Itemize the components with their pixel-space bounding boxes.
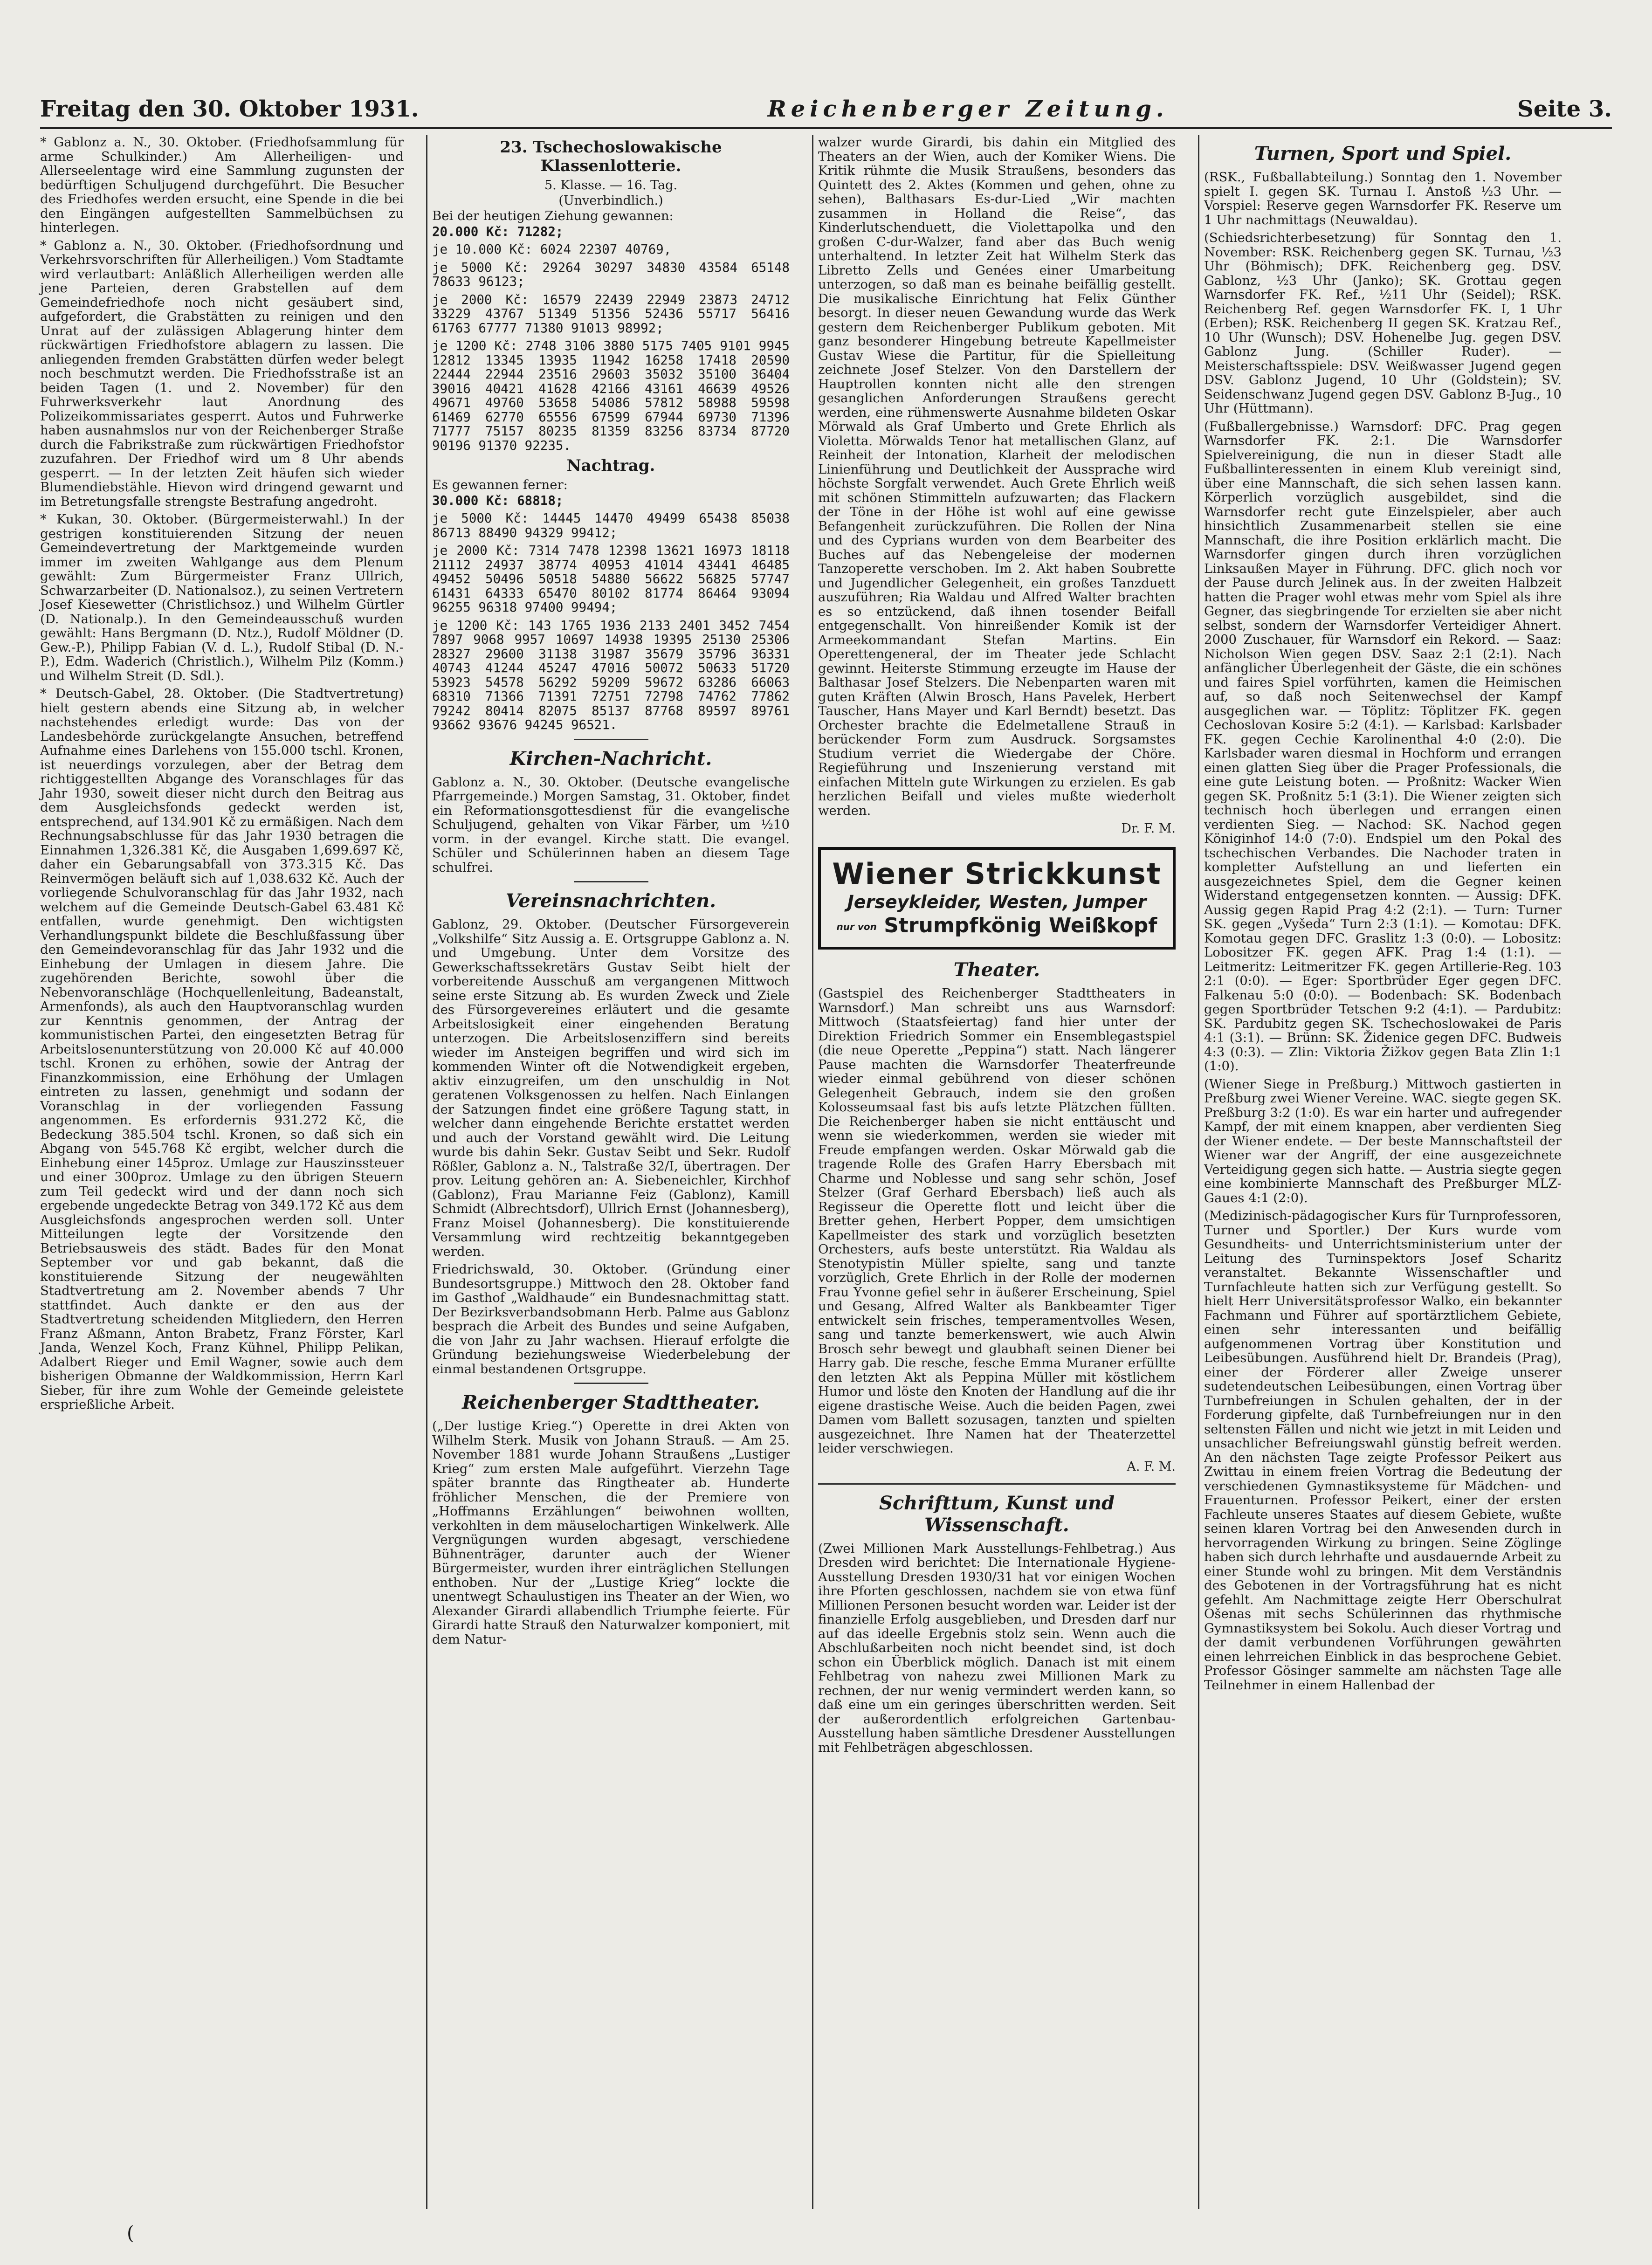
lottery-line: je 5000 Kč: 14445 14470 49499 65438 85038 86713 88490 94329 99412; bbox=[432, 511, 798, 540]
lottery-line: je 5000 Kč: 29264 30297 34830 43584 65148 78633 96123; bbox=[432, 260, 798, 289]
column-2 bbox=[426, 135, 798, 2209]
article-paragraph: * Gablonz a. N., 30. Oktober. (Friedhofsammlung für arme Schulkinder.) Am Allerheiligen- und Allerseelentage wird eine Sammlung zugunsten der bedürftigen Schuljugend durchgeführt. Die Besucher des Friedhofes werden ersucht, eine Spende in die bei den Eingängen aufgestellten Sammelbüchsen zu hinterlegen. bbox=[40, 135, 404, 235]
ad-store bbox=[825, 913, 1169, 939]
lottery-line: je 2000 Kč: 7314 7478 12398 13621 16973 18118 21112 24937 38774 40953 41014 43441 46485 49452 50496 50518 54880 56622 56825 57747 61431 64333 65470 80102 81774 86464 93094 96255 96318 97400 99494; bbox=[432, 543, 798, 615]
lottery-line: je 1200 Kč: 2748 3106 3880 5175 7405 9101 9945 12812 13345 13935 11942 16258 17418 20590 22444 22944 23516 29603 35032 35100 36404 39016 40421 41628 42166 43161 46639 49526 49671 49760 53658 54086 57812 58988 59598 61469 62770 65556 67599 67944 69730 71396 71777 75157 80235 81359 83256 83734 87720 90196 91370 92235. bbox=[432, 338, 798, 453]
article-paragraph: („Der lustige Krieg.“) Operette in drei Akten von Wilhelm Sterk. Musik von Johann Strauß. — Am 25. November 1881 wurde Johann Straußens „Lustiger Krieg“ zum ersten Male aufgeführt. Vierzehn Tage später brannte das Ringtheater ab. Hunderte fröhlicher Menschen, die der Premiere von „Hoffmanns Erzählungen“ beiwohnen wollten, verkohlten in dem mäuselochartigen Winkelwerk. Alle Vergnügungen wurden abgesagt, verschiedene Bühnenträger, darunter auch der Wiener Bürgermeister, wurden ihrer einträglichen Stellungen enthoben. Nur der „Lustige Krieg“ lockte die unentwegt Schaulustigen ins Theater an der Wien, wo Alexander Girardi allabendlich Triumphe feierte. Für Girardi hatte Strauß den Naturwalzer komponiert, mit dem Natur- bbox=[432, 1418, 790, 1647]
lottery-line: 20.000 Kč: 71282; bbox=[432, 224, 564, 239]
article-paragraph: (Fußballergebnisse.) Warnsdorf: DFC. Prag gegen Warnsdorfer FK. 2:1. Die Warnsdorfer Spielvereinigung, die nun in dieser Stadt alle Fußballinteressenten in einem Klub vereinigt sind, über eine Mannschaft, die sich sehen lassen kann. Körperlich vorzüglich ausgebildet, sind die Warnsdorfer recht gute Einzelspieler, aber auch hinsichtlich Zusammenarbeit stellen sie eine Mannschaft, die ihre Position erklärlich macht. Die Warnsdorfer gingen durch ihren vorzüglichen Linksaußen Mayer in Führung. DFC. glich noch vor der Pause durch Jelinek aus. In der zweiten Halbzeit hatten die Prager wohl etwas mehr vom Spiel als ihre Gegner, das siegbringende Tor erzielten sie aber nicht selbst, sondern der Warnsdorfer Verteidiger Ahnert. 2000 Zuschauer, für Warnsdorf ein Rekord. — Saaz: Nicholson Wien gegen DSV. Saaz 2:1 (2:1). Nach anfänglicher Überlegenheit der Gäste, die ein schönes und faires Spiel vorführten, kamen die Heimischen auf, so daß noch Seitenwechsel der Kampf ausgeglichen war. — Töplitz: Töplitzer FK. gegen Cechoslovan Kosire 5:2 (4:1). — Karlsbad: Karlsbader FK. gegen Cechie Karolinenthal 4:0 (2:0). Die Karlsbader waren diesmal in Hochform und errangen einen glatten Sieg über die Prager Professionals, die eine gute Leistung boten. — Proßnitz: Wacker Wien gegen SK. Proßnitz 5:1 (3:1). Die Wiener zeigten sich technisch hoch überlegen und errangen einen verdienten Sieg. — Nachod: SK. Nachod gegen Königinhof 14:0 (7:0). Endspiel um den Pokal des tschechischen Verbandes. Die Nachoder traten in kompletter Aufstellung an und lieferten ein ausgezeichnetes Spiel, dem die Gegner keinen Widerstand entgegensetzen konnten. — Aussig: DFK. Aussig gegen Rapid Prag 4:2 (2:1). — Turn: Turner SK. gegen „Vyšeda“ Turn 2:3 (1:1). — Komotau: DFK. Komotau gegen DFC. Graslitz 1:3 (0:0). — Lobositz: Lobositzer FK. gegen AFK. Prag 1:4 (1:1). — Leitmeritz: Leitmeritzer FK. gegen Artillerie-Reg. 103 2:1 (0:0). — Eger: Sportbrüder Eger gegen DFC. Falkenau 5:0 (0:0). — Bodenbach: SK. Bodenbach gegen Sportbrüder Tetschen 9:2 (4:1). — Pardubitz: SK. Pardubitz gegen SK. Tschechoslowakei de Paris 4:1 (3:1). — Brünn: SK. Židenice gegen DFC. Budweis 4:3 (0:3). — Zlin: Viktoria Žižkov gegen Bata Zlin 1:1 (1:0). bbox=[1204, 419, 1562, 1074]
lottery-note: (Unverbindlich.) bbox=[558, 193, 663, 208]
divider bbox=[574, 739, 648, 740]
article-paragraph: (Schiedsrichterbesetzung) für Sonntag den 1. November: RSK. Reichenberg gegen SK. Turnau, ½3 Uhr (Böhmisch); DFK. Reichenberg geg. DSV. Gablonz, ½3 Uhr (Janko); SK. Grottau gegen Warnsdorfer FK. Ref., ½11 Uhr (Seidel); RSK. Reichenberg Ref. gegen Warnsdorfer FK. I, 1 Uhr (Erben); RSK. Reichenberg II gegen SK. Kratzau Ref., 10 Uhr (Wunsch); DSV. Hohenelbe Jug. gegen DSV. Gablonz Jung. (Schiller Ruder). — Meisterschaftsspiele: DSV. Weißwasser Jugend gegen DSV. Gablonz Jugend, 10 Uhr (Goldstein); SV. Seidenschwanz Jugend gegen DSV. Gablonz B-Jug., 10 Uhr (Hüttmann). bbox=[1204, 230, 1562, 416]
article-paragraph: (Zwei Millionen Mark Ausstellungs-Fehlbetrag.) Aus Dresden wird berichtet: Die Internationale Hygiene-Ausstellung Dresden 1930/31 hat vor einigen Wochen ihre Pforten geschlossen, nachdem sie von etwa fünf Millionen Personen besucht worden war. Leider ist der finanzielle Erfolg ausgeblieben, und Dresden darf nur auf das ideelle Ergebnis stolz sein. Wenn auch die Abschlußarbeiten noch nicht beendet sind, ist doch schon ein Überblick möglich. Danach ist mit einem Fehlbetrag von nahezu zwei Millionen Mark zu rechnen, der nur wenig vermindert werden kann, so daß eine um ein geringes überschritten werden. Seit der außerordentlich erfolgreichen Gartenbau-Ausstellung haben sämtliche Dresdener Ausstellungen mit Fehlbeträgen abgeschlossen. bbox=[818, 1541, 1176, 1755]
divider bbox=[574, 881, 648, 882]
lottery-line: je 10.000 Kč: 6024 22307 40769, bbox=[432, 242, 672, 257]
column-1 bbox=[40, 135, 408, 2209]
article-paragraph: * Deutsch-Gabel, 28. Oktober. (Die Stadtvertretung) hielt gestern abends eine Sitzung ab, in welcher nachstehendes erledigt wurde: Das von der Landesbehörde zurückgelangte Ansuchen, betreffend Aufnahme eines Darlehens von 155.000 tschl. Kronen, ist neuerdings vorzulegen, aber der Betrag dem richtiggestellten Abgange des Voranschlages für das Jahr 1930, soweit dieser nicht durch den Beitrag aus dem Ausgleichsfonds gedeckt werden ist, entsprechend, auf 134.901 Kč zu ermäßigen. Nach dem Rechnungsabschlusse für das Jahr 1930 betragen die Einnahmen 1,326.381 Kč, die Ausgaben 1,699.697 Kč, daher ein Gebarungsabfall von 373.315 Kč. Das Reinvermögen beläuft sich auf 1,038.632 Kč. Auch der vorliegende Schulvoranschlag für das Jahr 1932, nach welchem auf die Gemeinde Deutsch-Gabel 63.481 Kč entfallen, wurde genehmigt. Den wichtigsten Verhandlungspunkt bildete die Beschlußfassung über den Gemeindevoranschlag für das Jahr 1932 und die Einhebung der Umlagen in diesem Jahre. Die zugehörenden Berichte, sowohl über die Nebenvoranschläge (Hochquellenleitung, Badeanstalt, Armenfonds), als auch den Hauptvoranschlag wurden zur Kenntnis genommen, der Antrag der kommunistischen Partei, den eingesetzten Betrag für Arbeitslosenunterstützung von 20.000 Kč auf 40.000 tschl. Kronen zu erhöhen, sowie der Antrag der Finanzkommission, eine Erhöhung der Umlagen eintreten zu lassen, genehmigt und sodann der Voranschlag in der vorliegenden Fassung angenommen. Es erfordernis 931.272 Kč, die Bedeckung 385.504 tschl. Kronen, so daß sich ein Abgang von 545.768 Kč ergibt, welcher durch die Einhebung einer 145proz. Umlage zur Hauszinssteuer und einer 300proz. Umlage zu den übrigen Steuern zum Teil gedeckt wird und der dann noch sich ergebende ungedeckte Betrag von 349.172 Kč aus dem Ausgleichsfonds angesprochen werden soll. Unter Mitteilungen legte der Vorsitzende den Betriebsausweis des städt. Bades für den Monat September vor und gab bekannt, daß die konstituierende Sitzung der neugewählten Stadtvertretung am 2. November abends 7 Uhr stattfindet. Auch dankte er den aus der Stadtvertretung scheidenden Mitgliedern, den Herren Franz Aßmann, Anton Brabetz, Franz Förster, Karl Janda, Wenzel Koch, Franz Kühnel, Philipp Pelikan, Adalbert Rieger und Emil Wagner, sowie auch dem bisherigen Obmanne der Waldkommission, Herrn Karl Sieber, für ihre zum Wohle der Gemeinde geleistete ersprießliche Arbeit. bbox=[40, 686, 404, 1412]
signature: Dr. F. M. bbox=[1121, 821, 1176, 836]
article-paragraph: * Gablonz a. N., 30. Oktober. (Friedhofsordnung und Verkehrsvorschriften für Allerheiligen.) Vom Stadtamte wird verlautbart: Anläßlich Allerheiligen werden alle jene Parteien, deren Grabstellen auf dem Gemeindefriedhofe noch nicht gesäubert sind, aufgefordert, die Grabstätten zu reinigen und den Unrat auf der zulässigen Ablagerung hinter dem rückwärtigen Friedhofstore ablagern zu lassen. Die anliegenden fremden Grabstätten dürfen weder belegt noch beschmutzt werden. Die Friedhofsstraße ist an beiden Tagen (1. und 2. November) für den Fuhrwerksverkehr laut Anordnung des Polizeikommissariates gesperrt. Autos und Fuhrwerke haben ausnahmslos nur von der Reichenberger Straße durch die Fabrikstraße zum rückwärtigen Friedhofstor zuzufahren. Der Friedhof wird um 8 Uhr abends gesperrt. — In der letzten Zeit häufen sich wieder Blumendiebstähle. Hievon wird dringend gewarnt und im Betretungsfalle strengste Bestrafung angedroht. bbox=[40, 238, 404, 509]
nachtrag-heading: Nachtrag. bbox=[566, 456, 655, 475]
article-paragraph: (Gastspiel des Reichenberger Stadttheaters in Warnsdorf.) Man schreibt uns aus Warnsdorf: Mittwoch (Staatsfeiertag) fand hier unter der Direktion Friedrich Sommer ein Ensemblegastspiel (die neue Operette „Peppina“) statt. Nach längerer Pause machten die Warnsdorfer Theaterfreunde wieder einmal gebührend von dieser schönen Gelegenheit Gebrauch, indem sie den großen Kolosseumsaal fast bis aufs letzte Plätzchen füllten. Die Reichenberger haben sie nicht enttäuscht und wenn sie wiederkommen, werden sie wieder mit Freude empfangen werden. Oskar Mörwald gab die tragende Rolle des Grafen Harry Ebersbach mit Charme und Noblesse und sang sehr schön, Josef Stelzer (Graf Gerhard Ebersbach) ließ auch als Regisseur die Operette flott und leicht über die Bretter gehen, Herbert Popper, dem umsichtigen Kapellmeister des stark und vorzüglich besetzten Orchesters, aufs beste unterstützt. Ria Waldau als Stenotypistin Müller spielte, sang und tanzte vorzüglich, Grete Ehrlich in der Rolle der modernen Frau Yvonne gefiel sehr in äußerer Erscheinung, Spiel und Gesang, Alfred Walter als Bankbeamter Tiger entwickelt sein frisches, temperamentvolles Wesen, sang und tanzte bemerkenswert, wie auch Alwin Brosch sehr bewegt und glaubhaft seinen Diener bei Harry gab. Die resche, fesche Emma Muraner erfüllte den letzten Akt als Peppina Müller mit köstlichem Humor und löste den Knoten der Handlung auf die ihr eigene drastische Weise. Auch die beiden Pagen, zwei Damen vom Ballett sozusagen, tanzten und spielten ausgezeichnet. Ihre Namen hat der Theaterzettel leider verschwiegen. bbox=[818, 986, 1176, 1456]
lottery-line: 30.000 Kč: 68818; bbox=[432, 493, 564, 508]
advertisement bbox=[818, 847, 1176, 950]
footer-mark: ( bbox=[127, 2223, 134, 2244]
lottery-class: 5. Klasse. — 16. Tag. bbox=[544, 178, 678, 193]
page-number: Seite 3. bbox=[1517, 96, 1612, 122]
issue-date: Freitag den 30. Oktober 1931. bbox=[40, 96, 419, 122]
article-paragraph: (RSK., Fußballabteilung.) Sonntag den 1. November spielt I. gegen SK. Turnau I. Anstoß ½3 Uhr. — Vorspiel: Reserve gegen Warnsdorfer FK. Reserve um 1 Uhr nachmittags (Neuwaldau). bbox=[1204, 170, 1562, 227]
column-3 bbox=[812, 135, 1180, 2209]
ad-title: Wiener Strickkunst bbox=[832, 857, 1162, 891]
article-paragraph: (Wiener Siege in Preßburg.) Mittwoch gastierten in Preßburg zwei Wiener Vereine. WAC. siegte gegen SK. Preßburg 3:2 (1:0). Es war ein harter und aufregender Kampf, der mit einem knappen, aber verdienten Sieg der Wiener endete. — Der beste Mannschaftsteil der Wiener war der Angriff, der eine ausgezeichnete Verteidigung gegen sich hatte. — Austria siegte gegen eine kombinierte Mannschaft des Preßburger MLZ-Gaues 4:1 (2:0). bbox=[1204, 1076, 1562, 1205]
text-columns bbox=[40, 135, 1612, 2209]
section-heading-verein: Vereinsnachrichten. bbox=[505, 890, 716, 912]
article-paragraph: Gablonz a. N., 30. Oktober. (Deutsche evangelische Pfarrgemeinde.) Morgen Samstag, 31. Oktober, findet ein Reformationsgottesdienst für die evangelische Schuljugend, gehalten von Vikar Färber, um ½10 vorm. in der evangel. Kirche statt. Die evangel. Schüler und Schülerinnen haben an diesem Tage schulfrei. bbox=[432, 774, 790, 875]
article-paragraph: (Medizinisch-pädagogischer Kurs für Turnprofessoren, Turner und Sportler.) Der Kurs wurde vom Gesundheits- und Unterrichtsministerium unter der Leitung des Turninspektors Josef Scharitz veranstaltet. Bekannte Wissenschaftler und Turnfachleute hatten sich zur Verfügung gestellt. So hielt Herr Universitätsprofessor Walko, ein bekannter Fachmann und Führer auf sportärztlichem Gebiete, einen sehr interessanten und beifällig aufgenommenen Vortrag über Konstitution und Leibesübungen. Ausführend hielt Dr. Brandeis (Prag), einer der Förderer aller Zweige unserer sudetendeutschen Leibesübungen, einen Vortrag über Turnbefreiungen in Schulen gehalten, der in der Forderung gipfelte, daß Turnbefreiungen nur in den seltensten Fällen und nicht wie jetzt in mit Leiden und unsachlicher Befreiungswahl günstig befreit werden. An den nächsten Tage zeigte Professor Peikert aus Zwittau in einem freien Vortrag die Bedeutung der verschiedenen Gymnastiksysteme für Mädchen- und Frauenturnen. Professor Peikert, einer der ersten Fachleute unseres Staates auf diesem Gebiete, wußte seinen klaren Vortrag bei den Anwesenden durch in hervorragenden Wirkung zu bringen. Seine Zöglinge haben sich durch lehrhafte und ausdauernde Arbeit zu einer Stunde wohl zu bringen. Mit dem Verständnis des Gebotenen in der Vortragsführung hat es nicht gefehlt. Am Nachmittage zeigte Herr Oberschulrat Ošenas mit sechs Schülerinnen das rhythmische Gymnastiksystem bei Sokolu. Auch dieser Vortrag und der damit verbundenen Vorführungen gewährten einen lehrreichen Einblick in das besprochene Gebiet. Professor Gösinger sammelte am nächsten Tage alle Teilnehmer in einem Hallenbad der bbox=[1204, 1208, 1562, 1693]
section-heading-kirchen: Kirchen-Nachricht. bbox=[509, 747, 712, 770]
masthead bbox=[40, 89, 1612, 129]
nachtrag-intro: Es gewannen ferner: bbox=[432, 477, 568, 492]
lottery-heading: 23. Tschechoslowakische Klassenlotterie. bbox=[500, 138, 722, 175]
column-4 bbox=[1198, 135, 1566, 2209]
signature: A. F. M. bbox=[1127, 1459, 1176, 1474]
section-heading-sport: Turnen, Sport und Spiel. bbox=[1254, 143, 1512, 165]
article-paragraph: * Kukan, 30. Oktober. (Bürgermeisterwahl.) In der gestrigen konstituierenden Sitzung der neuen Gemeindevertretung der Marktgemeinde wurden immer im zweiten Wahlgange aus dem Plenum gewählt: Zum Bürgermeister Franz Ullrich, Schwarzarbeiter (D. Nationalsoz.), zu seinen Vertretern Josef Kiesewetter (Christlichsoz.) und Wilhelm Gürtler (D. Nationalp.). In den Gemeindeausschuß wurden gewählt: Hans Bergmann (D. Ntz.), Rudolf Möldner (D. Gew.-P.), Philipp Fabian (V. d. L.), Rudolf Stibal (D. N.-P.), Edm. Waderich (Christlich.), Wilhelm Pilz (Komm.) und Wilhelm Streit (D. Sdl.). bbox=[40, 512, 404, 683]
section-heading-stadttheater: Reichenberger Stadttheater. bbox=[462, 1391, 760, 1413]
lottery-line: je 2000 Kč: 16579 22439 22949 23873 24712 33229 43767 51349 51356 52436 55717 56416 61763 67777 71380 91013 98992; bbox=[432, 292, 798, 336]
article-paragraph: Gablonz, 29. Oktober. (Deutscher Fürsorgeverein „Volkshilfe“ Sitz Aussig a. E. Ortsgruppe Gablonz a. N. und Umgebung. Unter dem Vorsitze des Gewerkschaftssekretärs Gustav Seibt hielt der vorbereitende Ausschuß am vergangenen Mittwoch seine erste Sitzung ab. Es wurden Zweck und Ziele des Fürsorgevereines erläutert und die gesamte Arbeitslosigkeit einer eingehenden Beratung unterzogen. Die Arbeitslosenziffern sind bereits wieder im Ansteigen begriffen und wird sich im kommenden Winter oft die Notwendigkeit ergeben, aktiv einzugreifen, um den unschuldig in Not geratenen Volksgenossen zu helfen. Nach Einlangen der Satzungen findet eine größere Tagung statt, in welcher dann eingehende Berichte erstattet werden und auch der Vorstand gewählt wird. Die Leitung wurde bis dahin Sekr. Gustav Seibt und Sekr. Rudolf Rößler, Gablonz a. N., Talstraße 32/I, übertragen. Der prov. Leitung gehören an: A. Siebeneichler, Kirchhof (Gablonz), Frau Marianne Feiz (Gablonz), Kamill Schmidt (Albrechtsdorf), Ullrich Ernst (Johannesberg), Franz Moisel (Johannesberg). Die konstituierende Versammlung wird rechtzeitig bekanntgegeben werden. bbox=[432, 917, 790, 1259]
ad-prefix: nur von bbox=[836, 921, 877, 932]
newspaper-title: Reichenberger Zeitung. bbox=[767, 96, 1169, 122]
section-heading-schrifttum: Schrifttum, Kunst und Wissenschaft. bbox=[879, 1492, 1115, 1536]
article-paragraph: walzer wurde Girardi, bis dahin ein Mitglied des Theaters an der Wien, auch der Komiker Wiens. Die Kritik rühmte die Musik Straußens, besonders das Quintett des 2. Aktes (Kommen und gehen, ohne zu sehen), Balthasars Es-dur-Lied „Wir machten zusammen in Holland die Reise“, das Kinderlutschenduett, die Violettapolka und den großen C-dur-Walzer, fand aber das Buch wenig unterhaltend. In letzter Zeit hat Wilhelm Sterk das Libretto Zells und Genées einer Umarbeitung unterzogen, so daß man es beinahe beifällig gestellt. Die musikalische Einrichtung hat Felix Günther besorgt. In dieser neuen Gewandung wurde das Werk gestern dem Reichenberger Publikum geboten. Mit ganz besonderer Hingebung betreute Kapellmeister Gustav Wiese die Partitur, für die Spielleitung zeichnete Josef Stelzer. Von den Darstellern der Hauptrollen konnten nicht alle den strengen gesanglichen Anforderungen Straußens gerecht werden, eine rühmenswerte Ausnahme bildeten Oskar Mörwald als Graf Umberto und Grete Ehrlich als Violetta. Mörwalds Tenor hat metallischen Glanz, auf Reinheit der Intonation, Klarheit der melodischen Linienführung und Deutlichkeit der Aussprache wird höchste Sorgfalt verwendet. Auch Grete Ehrlich weiß mit schönen Stimmitteln aufzuwarten; das Flackern der Töne in der Höhe ist wohl auf eine gewisse Befangenheit zurückzuführen. Die Rollen der Nina und des Cyprians wurden von dem Bearbeiter des Buches auf das Nebengeleise der modernen Tanzoperette verschoben. Im 2. Akt haben Soubrette und Jugendlicher Gelegenheit, ein großes Tanzduett auszuführen; Ria Waldau und Alfred Walter brachten es so entzückend, daß ihnen tosender Beifall entgegenschallt. Von hinreißender Komik ist der Armeekommandant Stefan Martins. Ein Operettengeneral, der im Theater jede Schlacht gewinnt. Heiterste Stimmung erzeugte im Hause der Balthasar Josef Stelzers. Die Nebenparten waren mit guten Kräften (Alwin Brosch, Hans Pavelek, Herbert Tauscher, Hans Mayer und Karl Berndt) besetzt. Das Orchester brachte die Edelmetallene Strauß in berückender Form zum Ausdruck. Sorgsamstes Studium verriet die Wiedergabe der Chöre. Regieführung und Inszenierung verstand mit einfachen Mitteln gute Wirkungen zu erzielen. Es gab herzlichen Beifall und vieles mußte wiederholt werden. bbox=[818, 135, 1176, 818]
lottery-intro: Bei der heutigen Ziehung gewannen: bbox=[432, 208, 674, 223]
article-paragraph: Friedrichswald, 30. Oktober. (Gründung einer Bundesortsgruppe.) Mittwoch den 28. Oktober fand im Gasthof „Waldhaude“ ein Bundesnachmittag statt. Der Bezirksverbandsobmann Herb. Palme aus Gablonz besprach die Arbeit des Bundes und seine Aufgaben, die von Jahr zu Jahr wachsen. Hierauf erfolgte die Gründung beziehungsweise Wiederbelebung der einmal bestandenen Ortsgruppe. bbox=[432, 1262, 790, 1377]
divider bbox=[818, 1483, 1176, 1485]
divider bbox=[574, 1383, 648, 1384]
ad-store-name: Strumpfkönig Weißkopf bbox=[884, 914, 1157, 937]
ad-products: Jerseykleider, Westen, Jumper bbox=[847, 892, 1147, 912]
section-heading-theater: Theater. bbox=[953, 959, 1040, 981]
lottery-line: je 1200 Kč: 143 1765 1936 2133 2401 3452 7454 7897 9068 9957 10697 14938 19395 25130 25306 28327 29600 31138 31987 35679 35796 36331 40743 41244 45247 47016 50072 50633 51720 53923 54578 56292 59209 59672 63286 66063 68310 71366 71391 72751 72798 74762 77862 79242 80414 82075 85137 87768 89597 89761 93662 93676 94245 96521. bbox=[432, 618, 798, 732]
